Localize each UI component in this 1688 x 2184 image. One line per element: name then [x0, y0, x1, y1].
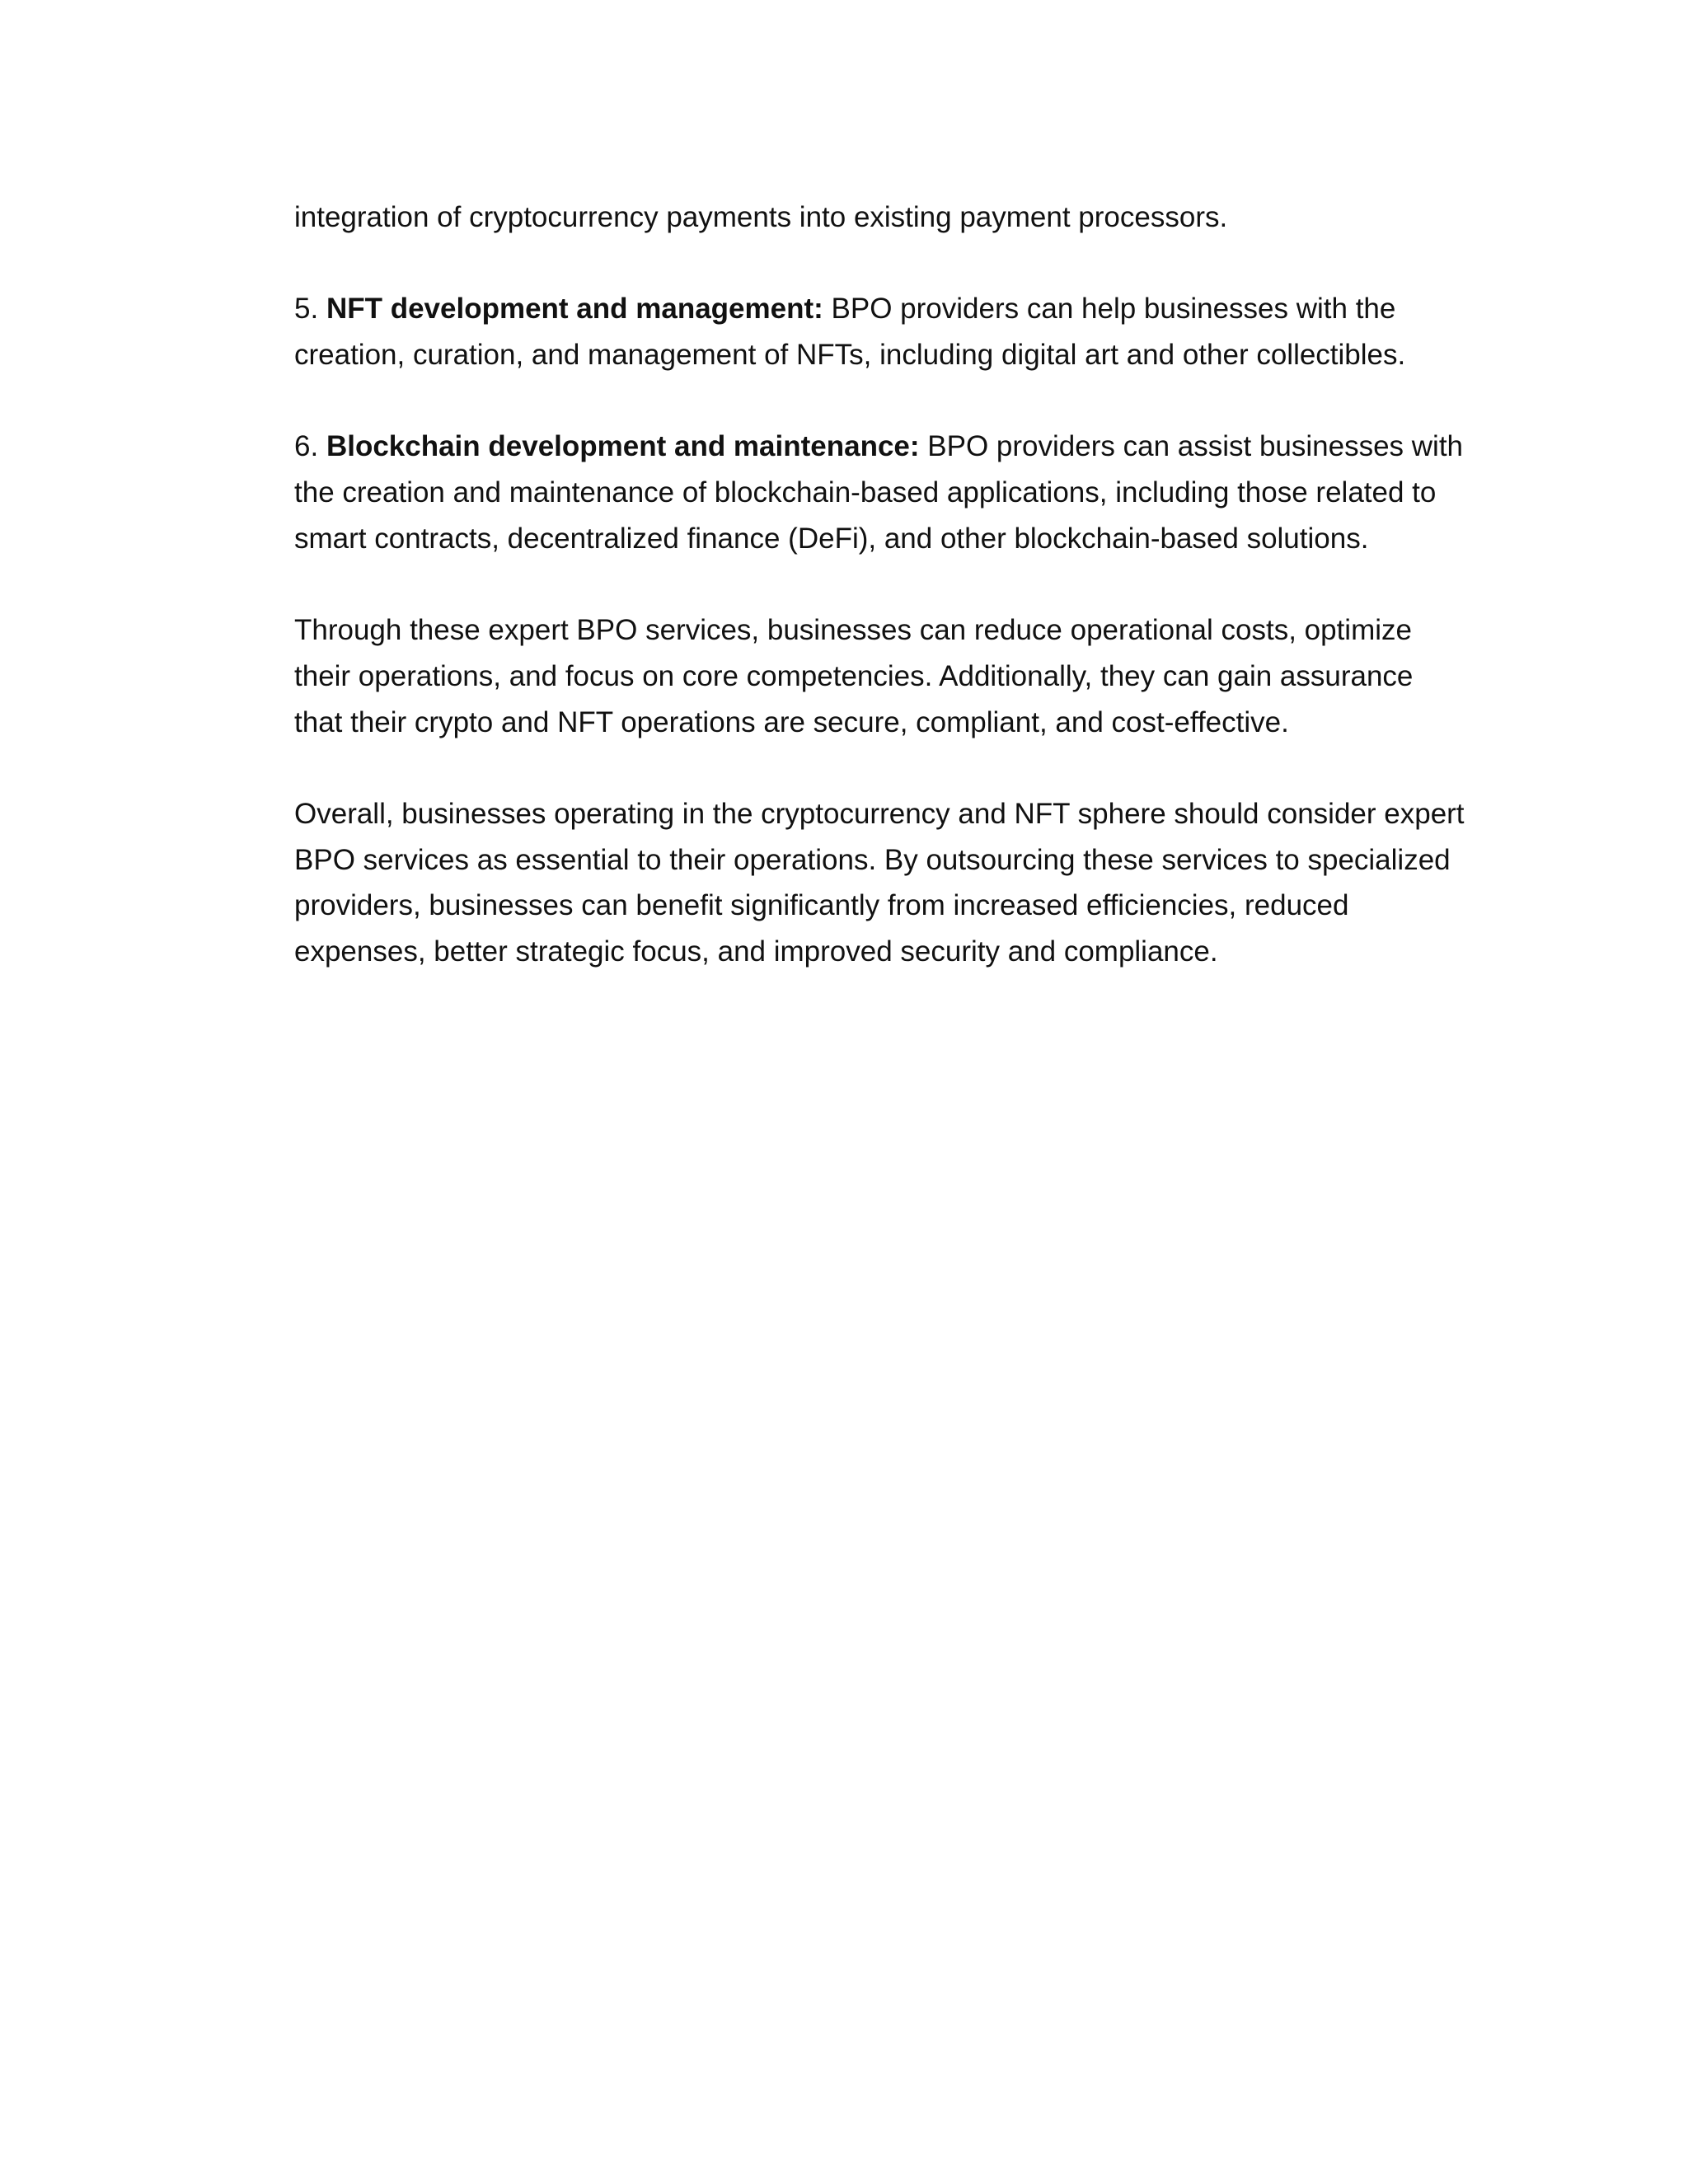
- list-item-label: NFT development and management:: [326, 293, 823, 326]
- list-item-text: BPO providers can assist businesses with the creation and maintenance of blockchain-based applications, including those related to smart contracts, decentralized finance (DeFi), and other blockchain-based solutions.: [294, 430, 1464, 555]
- list-item-number: 6.: [294, 430, 319, 463]
- list-item-nft-development: [294, 286, 1465, 377]
- list-item-blockchain-development: [294, 424, 1465, 561]
- list-item-text: BPO providers can help businesses with the creation, curation, and management of NFTs, including digital art and other collectibles.: [294, 293, 1406, 372]
- conclusion-paragraph: Overall, businesses operating in the cryptocurrency and NFT sphere should consider expert BPO services as essential to their operations. By outsourcing these services to specialized providers, businesses can benefit significantly from increased efficiencies, reduced expenses, better strategic focus, and improved security and compliance.: [294, 798, 1465, 968]
- document-body: [294, 194, 1465, 1021]
- continuation-paragraph: integration of cryptocurrency payments into existing payment processors.: [294, 201, 1228, 233]
- summary-paragraph: Through these expert BPO services, businesses can reduce operational costs, optimize their operations, and focus on core competencies. Additionally, they can gain assurance that their crypto and NFT operations are secure, compliant, and cost-effective.: [294, 614, 1414, 738]
- list-item-label: Blockchain development and maintenance:: [326, 430, 920, 463]
- list-item-number: 5.: [294, 293, 319, 326]
